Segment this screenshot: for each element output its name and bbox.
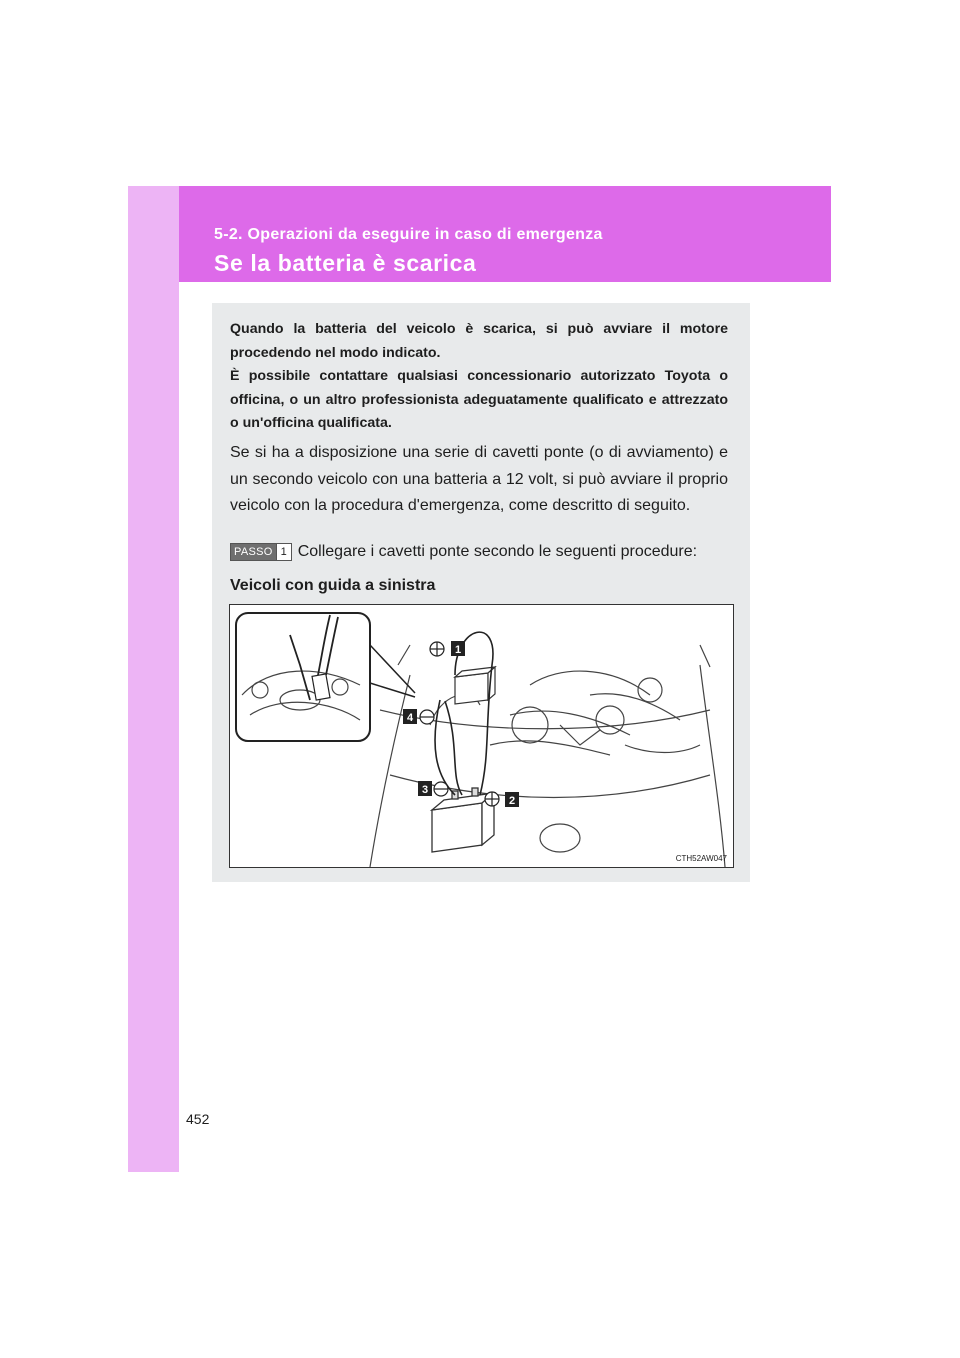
intro-note (230, 318, 728, 436)
callout-3 (418, 781, 448, 796)
callout-2-label: 2 (508, 795, 516, 807)
subheading: Veicoli con guida a sinistra (230, 577, 436, 594)
callout-4-label: 4 (406, 712, 414, 724)
callout-1 (430, 641, 465, 656)
intro-line-1: Quando la batteria del veicolo è scarica, si può avviare il motore procedendo nel modo indicato. (230, 321, 728, 361)
page-title: Se la batteria è scarica (214, 250, 477, 276)
callout-3-label: 3 (421, 784, 429, 796)
step-word: PASSO (231, 544, 276, 560)
callout-2 (485, 792, 519, 807)
step-number: 1 (276, 544, 291, 560)
figure-code: CTH52AW047 (675, 854, 727, 863)
intro-line-2: È possibile contattare qualsiasi concessionario autorizzato Toyota o officina, o un altro professionista adeguatamente qualificato e attrezzato o un'officina qualificata. (230, 368, 728, 431)
section-label: 5-2. Operazioni da eseguire in caso di emergenza (214, 226, 603, 243)
engine-illustration (229, 604, 734, 868)
body-paragraph: Se si ha a disposizione una serie di cavetti ponte (o di avviamento) e un secondo veicolo con una batteria a 12 volt, si può avviare il proprio veicolo con la procedura d'emergenza, come descritto di seguito. (230, 444, 728, 514)
step-text: Collegare i cavetti ponte secondo le seguenti procedure: (297, 543, 698, 560)
callout-1-label: 1 (454, 644, 462, 656)
step-badge (230, 543, 292, 561)
callout-4 (403, 709, 434, 724)
side-tab (128, 186, 179, 1172)
step-1 (230, 541, 740, 563)
page-number: 452 (186, 1111, 210, 1127)
